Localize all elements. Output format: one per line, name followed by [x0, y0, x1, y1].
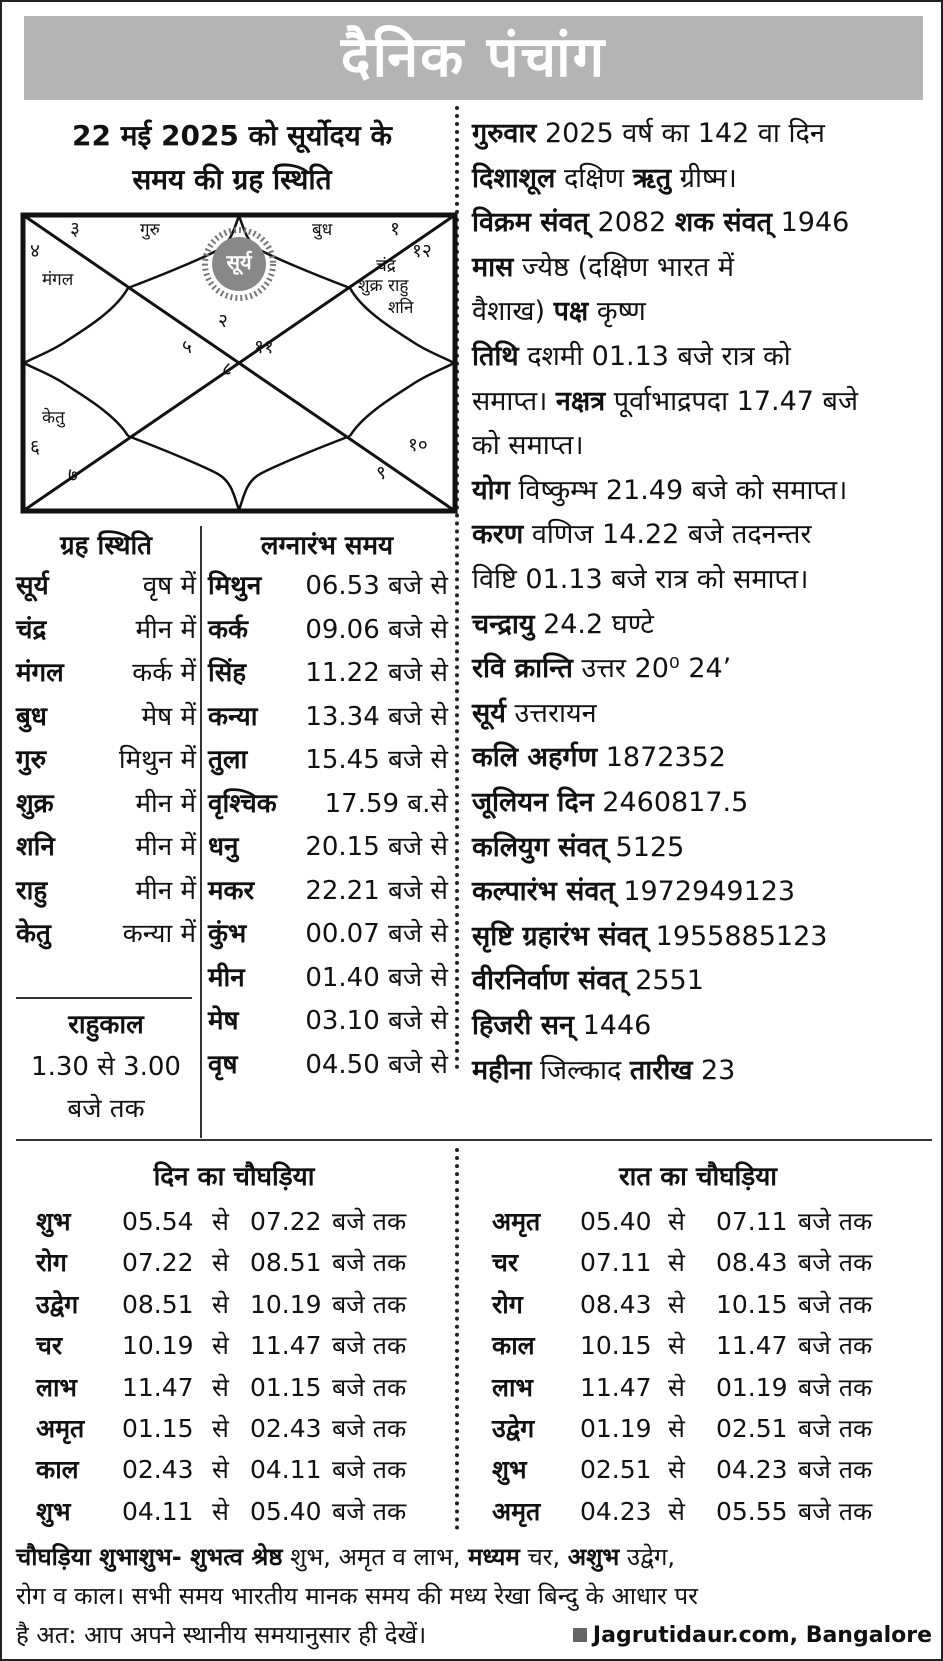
din-choghadiya-row: [36, 1408, 466, 1449]
detail-segment: को समाप्त।: [472, 430, 584, 462]
detail-segment: पूर्वाभाद्रपदा 17.47 बजे: [605, 385, 858, 417]
choghadiya-tak: बजे तक: [332, 1207, 407, 1236]
graha-rashi: मिथुन में: [118, 745, 196, 775]
lagna-time: 04.50 बजे से: [305, 1049, 448, 1080]
choghadiya-start: 10.19: [122, 1331, 194, 1361]
graha-rashi: मेष में: [141, 701, 196, 732]
graha-planet: शुक्र: [16, 788, 54, 819]
choghadiya-se: से: [212, 1496, 229, 1526]
choghadiya-end: 01.19: [716, 1372, 788, 1402]
detail-line: [472, 1049, 735, 1093]
planet-label: मंगल: [42, 270, 74, 290]
choghadiya-start: 07.22: [122, 1248, 194, 1278]
graha-planet: शनि: [16, 832, 55, 862]
graha-row: [16, 610, 196, 650]
lagna-rashi: मकर: [208, 875, 255, 906]
raat-choghadiya-row: [492, 1284, 922, 1325]
detail-segment: वीरनिर्वाण संवत्: [472, 965, 627, 997]
detail-segment: वैशाख): [472, 296, 554, 328]
lagna-row: [208, 1001, 448, 1041]
choghadiya-start: 05.54: [122, 1207, 194, 1236]
detail-segment: चन्द्रायु: [472, 608, 535, 640]
planet-label-surya: सूर्य: [226, 250, 252, 274]
lagna-time: 06.53 बजे से: [305, 571, 448, 601]
detail-segment: 23: [692, 1054, 736, 1086]
lagna-time: 09.06 बजे से: [305, 614, 448, 645]
detail-line: [472, 692, 597, 736]
lagna-rashi: मिथुन: [208, 571, 262, 601]
choghadiya-tak: बजे तक: [798, 1207, 873, 1236]
choghadiya-end: 01.15: [250, 1372, 322, 1402]
rahukaal-time: 1.30 से 3.00: [31, 1052, 181, 1082]
graha-row: [16, 827, 196, 867]
din-choghadiya-row: [36, 1325, 466, 1366]
choghadiya-tak: बजे तक: [798, 1372, 873, 1402]
detail-segment: हिजरी सन्: [472, 1010, 575, 1041]
detail-line: [472, 959, 704, 1003]
lagna-rashi: वृश्चिक: [208, 788, 277, 819]
choghadiya-se: से: [212, 1372, 229, 1402]
lagna-rashi: कुंभ: [208, 919, 247, 949]
choghadiya-se: से: [212, 1207, 229, 1236]
raat-choghadiya-row: [492, 1449, 922, 1490]
rahukaal-title: राहुकाल: [68, 1010, 144, 1040]
lagna-rashi: कन्या: [208, 701, 258, 732]
choghadiya-start: 08.43: [580, 1289, 652, 1319]
choghadiya-se: से: [212, 1414, 229, 1443]
detail-segment: रवि क्रान्ति: [472, 653, 573, 685]
detail-segment: 2025 वर्ष का 142 वा दिन: [536, 118, 825, 149]
choghadiya-se: से: [668, 1331, 685, 1361]
header-title: दैनिक पंचांग: [24, 16, 923, 100]
detail-line: [472, 112, 825, 156]
detail-segment: 1872352: [597, 742, 726, 774]
choghadiya-se: से: [668, 1248, 685, 1278]
din-choghadiya-row: [36, 1201, 466, 1242]
detail-segment: 1955885123: [647, 920, 828, 952]
lagna-row: [208, 653, 448, 693]
detail-line: [472, 736, 726, 780]
square-icon: [573, 1628, 587, 1642]
detail-segment: 2551: [626, 965, 704, 997]
lagna-rashi: मीन: [208, 962, 245, 993]
lagna-row: [208, 958, 448, 998]
din-choghadiya-row: [36, 1491, 466, 1532]
detail-segment: दक्षिण: [555, 162, 633, 194]
detail-segment: 24.2 घण्टे: [534, 608, 654, 640]
graha-planet: गुरु: [16, 745, 47, 775]
graha-planet: राहु: [16, 875, 48, 906]
choghadiya-se: से: [668, 1289, 685, 1319]
choghadiya-se: से: [668, 1414, 685, 1443]
choghadiya-end: 04.23: [716, 1455, 788, 1485]
detail-segment: उत्तर 20⁰ 24’: [572, 653, 732, 685]
detail-segment: 2460817.5: [593, 787, 749, 818]
lagna-time: 03.10 बजे से: [305, 1006, 448, 1036]
detail-segment: जिल्काद: [531, 1054, 630, 1086]
choghadiya-name: काल: [492, 1331, 535, 1361]
lagna-row: [208, 566, 448, 606]
detail-segment: कृष्ण: [588, 296, 646, 328]
detail-line: [472, 424, 584, 468]
house-number: ३: [70, 218, 80, 240]
detail-segment: 1946: [772, 207, 850, 239]
lagna-time: 01.40 बजे से: [305, 962, 448, 993]
choghadiya-tak: बजे तक: [798, 1455, 873, 1485]
choghadiya-end: 11.47: [250, 1331, 322, 1361]
choghadiya-name: रोग: [36, 1248, 67, 1278]
detail-segment: शक संवत्: [674, 207, 772, 239]
choghadiya-se: से: [212, 1455, 229, 1485]
detail-line: [472, 246, 734, 290]
lagna-rashi: मेष: [208, 1006, 239, 1036]
choghadiya-end: 05.40: [250, 1496, 322, 1526]
choghadiya-tak: बजे तक: [332, 1414, 407, 1443]
graha-lagna-divider: [200, 526, 202, 1138]
graha-rashi: कर्क में: [132, 658, 196, 688]
choghadiya-start: 11.47: [580, 1372, 652, 1402]
planet-label: चंद्र: [376, 256, 396, 276]
detail-segment: उत्तरायन: [505, 697, 597, 729]
detail-line: [472, 1004, 651, 1048]
choghadiya-tak: बजे तक: [332, 1248, 407, 1278]
choghadiya-tak: बजे तक: [798, 1496, 873, 1526]
detail-line: [472, 915, 827, 959]
detail-line: [472, 558, 808, 602]
planet-label: केतु: [42, 408, 65, 428]
rahukaal-divider: [16, 997, 192, 999]
house-number: २: [218, 310, 228, 332]
choghadiya-tak: बजे तक: [332, 1289, 407, 1319]
choghadiya-name: लाभ: [36, 1372, 78, 1402]
raat-choghadiya-row: [492, 1201, 922, 1242]
choghadiya-se: से: [212, 1289, 229, 1319]
graha-row: [16, 784, 196, 824]
choghadiya-name: रोग: [492, 1289, 523, 1319]
detail-line: [472, 826, 684, 870]
lagna-row: [208, 697, 448, 737]
lagna-time: 15.45 बजे से: [305, 745, 448, 775]
choghadiya-tak: बजे तक: [798, 1414, 873, 1443]
chart-title: 22 मई 2025 को सूर्योदय के समय की ग्रह स्थिति: [72, 119, 392, 196]
detail-line: [472, 335, 791, 379]
house-number: ८: [222, 358, 232, 380]
house-number: ५: [182, 336, 192, 358]
detail-segment: कलियुग संवत्: [472, 831, 607, 863]
choghadiya-start: 01.15: [122, 1414, 194, 1443]
detail-segment: तारीख: [629, 1054, 693, 1086]
planet-label: शनि: [388, 298, 414, 318]
graha-planet: मंगल: [16, 658, 64, 688]
house-number: १: [390, 218, 400, 240]
choghadiya-end: 02.51: [716, 1414, 788, 1443]
raat-choghadiya-row: [492, 1408, 922, 1449]
detail-segment: 1972949123: [614, 876, 796, 908]
lagna-row: [208, 871, 448, 911]
graha-row: [16, 566, 196, 606]
planet-label: शुक्र राहु: [358, 276, 409, 296]
choghadiya-end: 11.47: [716, 1331, 788, 1361]
detail-line: [472, 380, 858, 424]
graha-rashi: मीन में: [135, 614, 196, 645]
choghadiya-name: उद्वेग: [492, 1414, 535, 1443]
section-divider: [16, 1139, 932, 1141]
graha-row: [16, 740, 196, 780]
house-number: ७: [68, 464, 78, 486]
lagna-rashi: तुला: [208, 745, 248, 775]
planet-label: बुध: [312, 220, 333, 240]
choghadiya-tak: बजे तक: [332, 1455, 407, 1485]
choghadiya-name: शुभ: [492, 1455, 527, 1485]
lagna-rashi: सिंह: [208, 658, 247, 688]
graha-planet: चंद्र: [16, 614, 47, 645]
detail-segment: महीना: [472, 1054, 532, 1086]
choghadiya-end: 07.22: [250, 1207, 322, 1236]
lagna-heading: लग्नारंभ समय: [260, 531, 394, 561]
graha-rashi: मीन में: [135, 875, 196, 906]
graha-planet: केतु: [16, 919, 51, 949]
choghadiya-end: 04.11: [250, 1455, 322, 1485]
detail-segment: समाप्त।: [472, 385, 556, 417]
detail-segment: वणिज 14.22 बजे तदनन्तर: [523, 519, 812, 551]
lagna-row: [208, 1045, 448, 1085]
graha-planet: बुध: [16, 701, 47, 732]
lagna-row: [208, 784, 448, 824]
detail-segment: पक्ष: [553, 296, 589, 328]
detail-segment: ग्रीष्म।: [671, 162, 737, 194]
graha-rashi: कन्या में: [122, 919, 196, 949]
graha-row: [16, 653, 196, 693]
choghadiya-name: अमृत: [492, 1207, 541, 1236]
choghadiya-name: अमृत: [492, 1496, 541, 1526]
lagna-time: 22.21 बजे से: [305, 875, 448, 906]
raat-choghadiya-row: [492, 1367, 922, 1408]
lagna-time: 17.59 ब.से: [324, 788, 448, 819]
choghadiya-se: से: [668, 1496, 685, 1526]
detail-segment: दिशाशूल: [472, 162, 556, 194]
detail-segment: मास: [472, 251, 514, 283]
lagna-time: 13.34 बजे से: [305, 701, 448, 732]
detail-line: [472, 290, 646, 334]
choghadiya-start: 04.23: [580, 1496, 652, 1526]
choghadiya-end: 10.15: [716, 1289, 788, 1319]
choghadiya-tak: बजे तक: [798, 1248, 873, 1278]
choghadiya-se: से: [668, 1455, 685, 1485]
raat-choghadiya-row: [492, 1491, 922, 1532]
choghadiya-tak: बजे तक: [332, 1496, 407, 1526]
choghadiya-se: से: [668, 1372, 685, 1402]
house-number: ४: [30, 240, 40, 262]
lagna-row: [208, 827, 448, 867]
choghadiya-end: 02.43: [250, 1414, 322, 1443]
house-number: १२: [412, 240, 432, 262]
graha-row: [16, 697, 196, 737]
choghadiya-end: 05.55: [716, 1496, 788, 1526]
detail-line: [472, 469, 847, 513]
rahukaal-suffix: बजे तक: [67, 1094, 145, 1124]
house-number: ११: [254, 336, 274, 358]
house-number: ९: [376, 462, 386, 484]
rahukaal-box: [16, 1004, 196, 1130]
choghadiya-start: 08.51: [122, 1289, 194, 1319]
lagna-row: [208, 610, 448, 650]
detail-line: [472, 647, 731, 691]
graha-rashi: वृष में: [142, 571, 196, 601]
choghadiya-se: से: [212, 1331, 229, 1361]
choghadiya-tak: बजे तक: [798, 1331, 873, 1361]
choghadiya-end: 08.43: [716, 1248, 788, 1278]
choghadiya-name: लाभ: [492, 1372, 534, 1402]
lagna-row: [208, 740, 448, 780]
lagna-rashi: कर्क: [208, 614, 248, 645]
choghadiya-end: 10.19: [250, 1289, 322, 1319]
house-number: ६: [30, 436, 40, 458]
detail-segment: नक्षत्र: [555, 385, 606, 417]
graha-row: [16, 871, 196, 911]
choghadiya-start: 01.19: [580, 1414, 652, 1443]
choghadiya-tak: बजे तक: [798, 1289, 873, 1319]
house-number: १०: [408, 434, 428, 456]
detail-segment: 2082: [588, 207, 675, 239]
choghadiya-tak: बजे तक: [332, 1372, 407, 1402]
detail-segment: जूलियन दिन: [472, 787, 594, 818]
detail-segment: गुरुवार: [472, 118, 537, 149]
lagna-time: 20.15 बजे से: [305, 832, 448, 862]
detail-line: [472, 513, 811, 557]
choghadiya-se: से: [212, 1248, 229, 1278]
graha-rashi: मीन में: [135, 788, 196, 819]
detail-segment: योग: [472, 474, 510, 506]
detail-segment: कल्पारंभ संवत्: [472, 876, 615, 908]
din-choghadiya-row: [36, 1367, 466, 1408]
graha-rashi: मीन में: [135, 832, 196, 862]
choghadiya-start: 02.43: [122, 1455, 194, 1485]
detail-segment: सृष्टि ग्रहारंभ संवत्: [472, 920, 648, 952]
detail-segment: दशमी 01.13 बजे रात्र को: [518, 341, 791, 372]
credit: Jagrutidaur.com, Bangalore: [573, 1616, 932, 1655]
din-choghadiya-row: [36, 1242, 466, 1283]
choghadiya-start: 05.40: [580, 1207, 652, 1236]
choghadiya-start: 10.15: [580, 1331, 652, 1361]
choghadiya-start: 11.47: [122, 1372, 194, 1402]
lagna-rashi: धनु: [208, 832, 239, 862]
detail-line: [472, 870, 795, 914]
graha-heading: ग्रह स्थिति: [59, 531, 153, 561]
choghadiya-tak: बजे तक: [332, 1331, 407, 1361]
lagna-time: 00.07 बजे से: [305, 919, 448, 949]
detail-segment: सूर्य: [472, 697, 506, 729]
graha-planet: सूर्य: [16, 571, 49, 601]
raat-choghadiya-row: [492, 1242, 922, 1283]
detail-segment: तिथि: [472, 341, 519, 372]
choghadiya-end: 08.51: [250, 1248, 322, 1278]
detail-line: [472, 781, 748, 825]
choghadiya-name: काल: [36, 1455, 79, 1485]
lagna-time: 11.22 बजे से: [305, 658, 448, 688]
footer-note: चौघड़िया शुभाशुभ- शुभत्व श्रेष्ठ शुभ, अमृत व लाभ, मध्यम चर, अशुभ उद्वेग, रोग व काल। सभी समय भारतीय मानक समय की मध्य रेखा बिन्दु के आधार पर है अत: आप अपने स्थानीय समयानुसार ही देखें। Jagrutidaur.com, Bangalore: [16, 1538, 932, 1655]
choghadiya-name: चर: [36, 1331, 63, 1361]
choghadiya-start: 02.51: [580, 1455, 652, 1485]
detail-segment: ऋतु: [632, 162, 672, 194]
lagna-row: [208, 914, 448, 954]
choghadiya-name: अमृत: [36, 1414, 85, 1443]
choghadiya-name: चर: [492, 1248, 519, 1278]
choghadiya-start: 07.11: [580, 1248, 652, 1278]
choghadiya-name: शुभ: [36, 1496, 71, 1526]
choghadiya-end: 07.11: [716, 1207, 788, 1236]
detail-segment: विष्कुम्भ 21.49 बजे को समाप्त।: [509, 474, 848, 506]
choghadiya-name: शुभ: [36, 1207, 71, 1236]
din-choghadiya-row: [36, 1284, 466, 1325]
detail-segment: कलि अहर्गण: [472, 742, 598, 774]
detail-line: [472, 603, 654, 647]
detail-segment: ज्येष्ठ (दक्षिण भारत में: [513, 251, 735, 283]
detail-line: [472, 201, 849, 245]
choghadiya-start: 04.11: [122, 1496, 194, 1526]
planet-label: गुरु: [140, 220, 160, 240]
kundali-chart: [20, 212, 458, 514]
raat-choghadiya-row: [492, 1325, 922, 1366]
detail-segment: विक्रम संवत्: [472, 207, 589, 239]
detail-segment: विष्टि 01.13 बजे रात्र को समाप्त।: [472, 564, 809, 595]
graha-row: [16, 914, 196, 954]
detail-line: [472, 157, 737, 201]
detail-segment: 5125: [606, 831, 685, 863]
din-choghadiya-row: [36, 1449, 466, 1490]
detail-segment: 1446: [574, 1010, 652, 1041]
detail-segment: करण: [472, 519, 524, 551]
choghadiya-name: उद्वेग: [36, 1289, 79, 1319]
din-choghadiya-title: दिन का चौघड़िया: [153, 1162, 315, 1192]
choghadiya-se: से: [668, 1207, 685, 1236]
lagna-rashi: वृष: [208, 1049, 238, 1080]
raat-choghadiya-title: रात का चौघड़िया: [618, 1162, 778, 1192]
